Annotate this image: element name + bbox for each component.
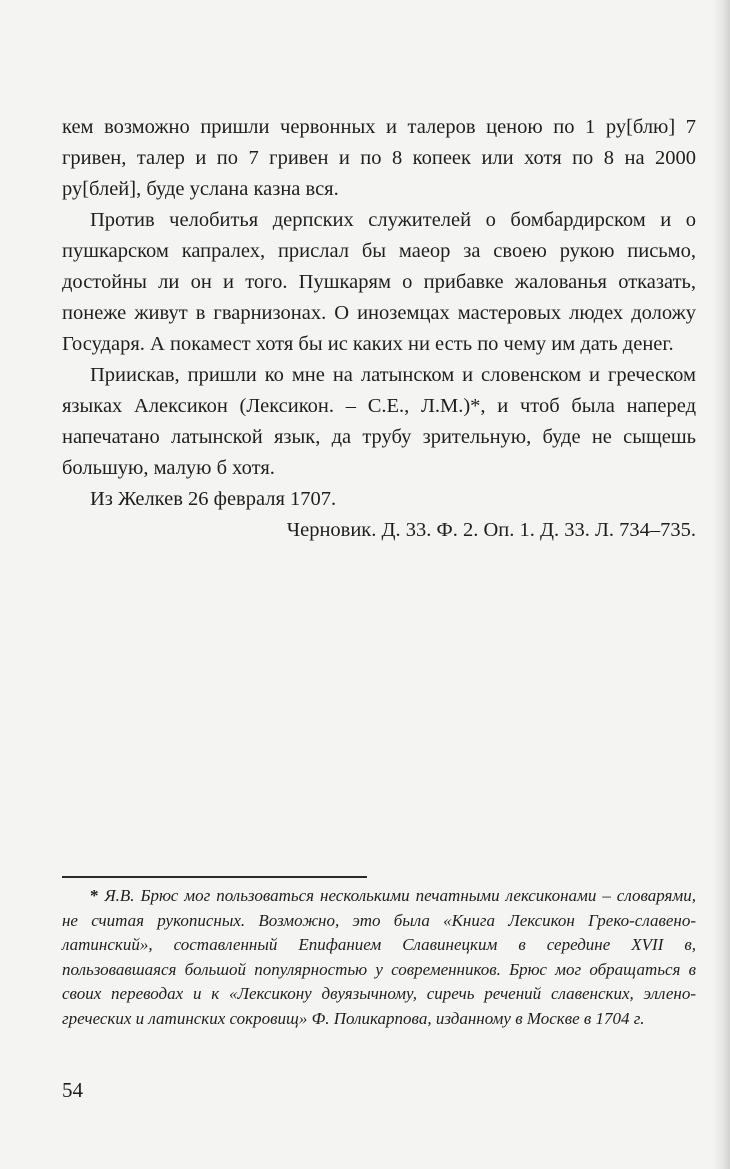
footnote	[62, 884, 696, 1031]
letter-date: Из Желкев 26 февраля 1707.	[90, 488, 337, 510]
footnote-marker: *	[90, 886, 99, 905]
paragraph-3: Приискав, пришли ко мне на латынском и словенском и греческом языках Алексикон (Лексикон. – С.Е., Л.М.)*, и чтоб была напеpед напечатано латынской язык, да трубу зрительную, буде не сыщешь большую, малую б хотя.	[62, 364, 696, 479]
archive-source: Черновик. Д. 33. Ф. 2. Оп. 1. Д. 33. Л. 734–735.	[286, 519, 696, 541]
paragraph-2: Против челобитья дерпских служителей о бомбардирском и о пушкарском капралех, прислал бы маеор за своею рукою письмо, достойны ли он и того. Пушкарям о прибавке жалованья отказать, понеже живут в гварнизонах. О иноземцах мастеровых людех доложу Государя. А покамест хотя бы ис каких ни есть по чему им дать денег.	[62, 209, 696, 355]
footnote-separator	[62, 876, 367, 878]
page-edge-shadow	[712, 0, 730, 1169]
page-number: 54	[62, 1078, 83, 1102]
footnote-text: Я.В. Брюс мог пользоваться несколькими печатными лексиконами – словарями, не считая рукописных. Возможно, это была «Книга Лексикон Греко-славено-латинский», составленный Епифанием Славинецким в середине XVII в, пользовавшаяся большой популярностью у современников. Брюс мог обращаться в своих переводах и к «Лексикону двуязычному, сиречь речений славенских, эллено-греческих и латинских сокровищ» Ф. Поликарпова, изданному в Москве в 1704 г.	[62, 886, 696, 1028]
footnote-paragraph	[62, 884, 696, 1031]
main-text	[62, 112, 696, 546]
paragraph-1: кем возможно пришли червонных и талеров ценою по 1 ру[блю] 7 гривен, талер и по 7 гривен и по 8 копеек или хотя по 8 на 2000 ру[блей], буде услана казна вся.	[62, 116, 696, 200]
